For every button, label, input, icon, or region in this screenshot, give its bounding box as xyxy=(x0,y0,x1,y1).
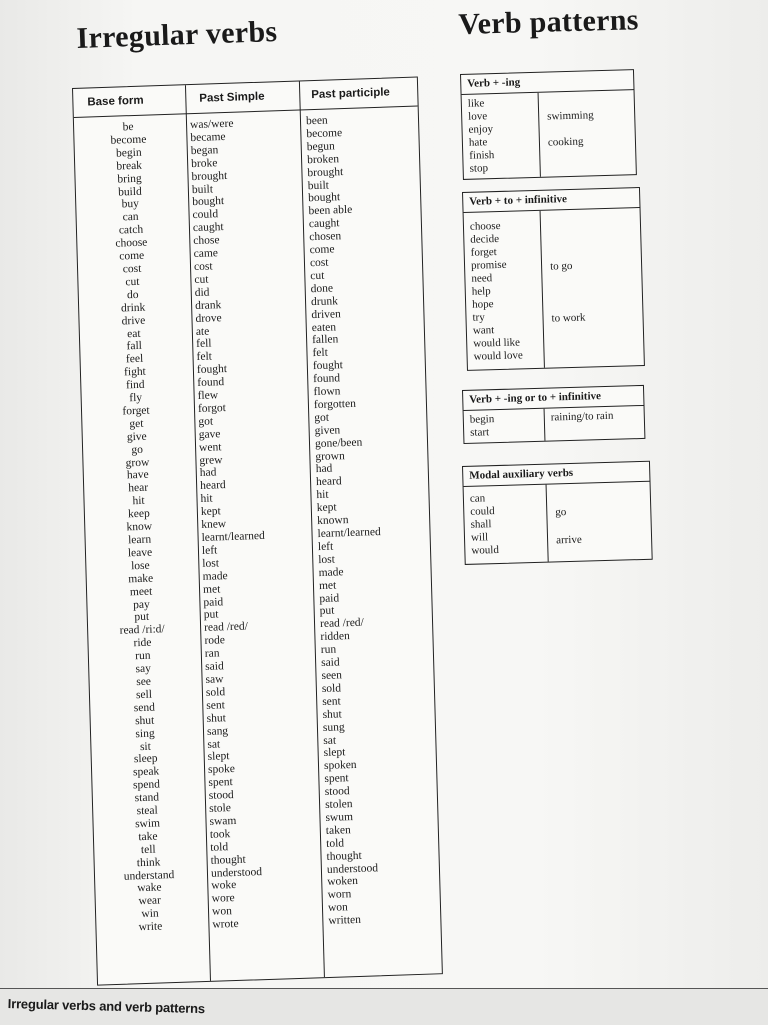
base-form-cell: take xyxy=(138,830,158,844)
base-form-cell: send xyxy=(133,701,156,715)
past-participle-cell: grown xyxy=(315,449,345,463)
pattern-verb: would xyxy=(471,544,500,557)
past-simple-cell: ran xyxy=(204,647,220,661)
past-simple-cell: knew xyxy=(201,518,227,532)
past-simple-cell: sat xyxy=(207,737,221,751)
past-simple-cell: spent xyxy=(208,776,233,790)
past-participle-cell: begun xyxy=(306,140,336,154)
past-participle-cell: cost xyxy=(309,256,329,270)
past-simple-cell: swam xyxy=(209,814,237,828)
past-simple-cell: thought xyxy=(210,853,246,867)
past-participle-cell: driven xyxy=(311,307,341,321)
past-simple-cell: heard xyxy=(200,479,226,493)
pattern-example: arrive xyxy=(555,533,582,547)
past-simple-cell: kept xyxy=(200,505,221,519)
pattern-verb: stop xyxy=(469,162,489,175)
pattern-verb: want xyxy=(472,324,495,337)
pattern-box-title: Verb + -ing or to + infinitive xyxy=(463,386,643,411)
base-form-cell: go xyxy=(131,443,144,456)
base-form-cell: lose xyxy=(130,559,150,573)
past-participle-cell: taken xyxy=(325,824,351,837)
base-form-cell: understand xyxy=(123,868,175,883)
pattern-verb: need xyxy=(471,272,493,285)
past-participle-cell: lost xyxy=(318,553,336,566)
pattern-verb: shall xyxy=(470,518,492,531)
pattern-verb: could xyxy=(470,505,495,518)
pattern-examples xyxy=(547,482,652,562)
pattern-example: raining/to rain xyxy=(550,409,614,424)
past-participle-cell: hit xyxy=(316,488,329,502)
past-participle-cell: shut xyxy=(322,708,342,721)
past-simple-cell: woke xyxy=(211,879,237,893)
past-simple-cell: slept xyxy=(207,750,230,764)
base-form-cell: catch xyxy=(118,223,144,237)
base-form-cell: cost xyxy=(122,262,142,276)
base-form-cell: read /ri:d/ xyxy=(119,623,165,638)
base-form-cell: keep xyxy=(127,507,150,521)
past-simple-cell: could xyxy=(192,208,219,222)
past-simple-cell: said xyxy=(205,660,224,673)
base-form-cell: forget xyxy=(122,404,150,418)
past-simple-cell: was/were xyxy=(189,117,234,132)
base-form-cell: speak xyxy=(132,765,160,779)
past-participle-cell: paid xyxy=(319,591,340,605)
past-simple-cell: stood xyxy=(208,789,234,802)
past-simple-cell: came xyxy=(193,247,219,261)
past-simple-cell: drove xyxy=(195,311,222,325)
past-simple-cell: stole xyxy=(209,802,232,815)
base-form-cell: grow xyxy=(125,456,150,469)
past-participle-cell: told xyxy=(326,837,345,850)
past-simple-cell: made xyxy=(202,569,228,583)
past-simple-cell: had xyxy=(199,466,217,480)
past-simple-cell: got xyxy=(198,415,214,428)
past-participle-cell: sent xyxy=(322,695,341,708)
past-simple-cell: wore xyxy=(211,892,235,906)
past-simple-cell: built xyxy=(191,182,214,196)
pattern-verb: begin xyxy=(469,413,495,426)
past-participle-cell: known xyxy=(317,514,349,528)
past-simple-cell: drank xyxy=(194,298,222,312)
past-participle-cell: sat xyxy=(323,734,337,747)
base-form-cell: find xyxy=(125,378,145,392)
base-form-cell: choose xyxy=(115,236,148,250)
past-simple-cell: flew xyxy=(197,389,219,403)
base-form-cell: wear xyxy=(138,894,162,908)
past-simple-column xyxy=(190,115,323,931)
past-participle-cell: ridden xyxy=(320,630,350,644)
base-form-cell: sit xyxy=(139,740,152,753)
pattern-verb-list xyxy=(462,93,541,179)
pattern-verb: enjoy xyxy=(468,123,494,136)
past-simple-cell: hit xyxy=(200,492,213,506)
past-participle-cell: written xyxy=(328,914,362,928)
base-form-cell: spend xyxy=(132,778,161,792)
past-simple-cell: began xyxy=(190,143,219,157)
past-participle-cell: kept xyxy=(316,501,337,515)
past-participle-cell: been xyxy=(305,114,328,128)
base-form-cell: buy xyxy=(121,198,140,211)
footer-caption: Irregular verbs and verb patterns xyxy=(7,996,206,1017)
past-participle-cell: fought xyxy=(312,359,344,373)
pattern-verb: choose xyxy=(469,219,501,233)
base-form-cell: write xyxy=(138,920,163,934)
base-form-cell: hit xyxy=(132,495,145,508)
pattern-examples xyxy=(539,90,636,177)
past-participle-cell: drunk xyxy=(310,294,339,308)
past-simple-cell: went xyxy=(198,440,222,454)
past-participle-cell: stood xyxy=(324,785,350,799)
base-form-cell: sleep xyxy=(133,752,158,766)
past-participle-cell: met xyxy=(318,579,337,592)
past-simple-cell: sent xyxy=(206,699,225,712)
past-participle-cell: won xyxy=(327,901,348,915)
pattern-verb: like xyxy=(467,97,485,110)
base-form-cell: can xyxy=(122,211,139,224)
base-form-cell: leave xyxy=(127,546,153,560)
past-simple-cell: met xyxy=(202,582,221,596)
past-simple-cell: put xyxy=(203,608,219,622)
past-participle-cell: sold xyxy=(321,682,342,695)
base-form-cell: learn xyxy=(127,533,152,547)
past-participle-cell: caught xyxy=(308,217,340,231)
base-form-cell: fall xyxy=(126,340,143,353)
base-form-cell: wake xyxy=(137,881,162,895)
past-simple-cell: won xyxy=(211,905,233,919)
base-form-cell: bring xyxy=(117,172,142,186)
past-participle-cell: come xyxy=(309,243,335,257)
past-simple-cell: chose xyxy=(193,234,220,248)
base-form-cell: put xyxy=(134,611,150,624)
header-base-form: Base form xyxy=(87,94,144,109)
past-simple-cell: bought xyxy=(192,195,225,209)
past-simple-cell: caught xyxy=(192,221,224,235)
past-simple-cell: left xyxy=(201,544,218,557)
base-form-cell: tell xyxy=(140,843,156,856)
past-participle-cell: learnt/learned xyxy=(317,526,381,541)
past-participle-cell: seen xyxy=(321,669,343,683)
past-participle-cell: run xyxy=(320,643,337,657)
pattern-verb-list xyxy=(464,485,549,564)
past-simple-cell: saw xyxy=(205,673,224,686)
pattern-verb: decide xyxy=(470,232,500,246)
base-form-cell: think xyxy=(136,856,161,869)
past-participle-cell: fallen xyxy=(311,333,339,347)
past-participle-cell: felt xyxy=(312,346,328,360)
base-form-cell: have xyxy=(126,469,149,482)
pattern-verb: would like xyxy=(473,336,521,350)
base-form-cell: become xyxy=(110,133,147,147)
base-form-cell: say xyxy=(135,662,152,676)
header-past-participle: Past participle xyxy=(311,86,391,102)
past-simple-cell: broke xyxy=(190,156,218,170)
pattern-verb: love xyxy=(468,110,488,123)
base-form-cell: ride xyxy=(133,636,152,650)
pattern-box-title: Modal auxiliary verbs xyxy=(463,462,649,487)
past-simple-cell: understood xyxy=(210,865,263,880)
past-participle-cell: stolen xyxy=(324,798,353,812)
past-participle-cell: heard xyxy=(315,475,342,489)
pattern-box-verb-ing xyxy=(460,69,637,180)
base-form-cell: fly xyxy=(129,391,143,405)
pattern-example: to go xyxy=(549,259,573,273)
past-simple-cell: read /red/ xyxy=(203,620,249,635)
past-simple-cell: felt xyxy=(196,350,213,364)
past-participle-cell: left xyxy=(317,540,334,553)
past-simple-cell: found xyxy=(197,376,225,390)
past-participle-cell: been able xyxy=(308,204,353,218)
past-simple-cell: lost xyxy=(202,557,220,570)
pattern-box-title: Verb + to + infinitive xyxy=(463,188,639,213)
past-participle-cell: understood xyxy=(326,861,379,876)
past-participle-cell: gone/been xyxy=(314,436,363,450)
past-simple-cell: did xyxy=(194,286,210,299)
past-simple-cell: grew xyxy=(199,453,223,467)
base-form-cell: cut xyxy=(125,275,140,289)
base-form-cell: break xyxy=(116,159,143,173)
pattern-example: to work xyxy=(551,311,586,325)
past-simple-cell: told xyxy=(210,840,229,854)
past-participle-cell: flown xyxy=(313,385,341,399)
base-form-cell: swim xyxy=(134,817,161,831)
verb-patterns-title: Verb patterns xyxy=(458,3,640,41)
base-form-cell: drive xyxy=(121,314,146,328)
irregular-verbs-table xyxy=(72,77,443,986)
past-simple-cell: cut xyxy=(194,273,209,286)
base-form-cell: shut xyxy=(134,714,155,727)
base-form-cell: meet xyxy=(129,585,153,598)
past-simple-cell: fought xyxy=(196,363,228,377)
past-participle-cell: swum xyxy=(325,811,354,824)
pattern-verb: can xyxy=(469,492,486,505)
pattern-verb-list xyxy=(464,211,545,370)
past-simple-cell: forgot xyxy=(197,402,227,415)
pattern-verb: help xyxy=(471,285,491,298)
irregular-verbs-title: Irregular verbs xyxy=(76,14,278,55)
pattern-verb: would love xyxy=(473,349,523,363)
past-simple-cell: took xyxy=(209,827,231,841)
pattern-box-modal-verbs xyxy=(462,461,653,565)
base-form-cell: win xyxy=(141,907,159,921)
past-simple-cell: paid xyxy=(203,595,224,609)
past-participle-cell: read /red/ xyxy=(319,616,364,631)
past-participle-cell: forgotten xyxy=(313,397,357,412)
past-simple-cell: spoke xyxy=(207,763,236,777)
past-participle-cell: worn xyxy=(327,888,352,902)
past-simple-cell: fell xyxy=(196,337,212,351)
base-form-cell: begin xyxy=(115,146,142,160)
base-form-cell: feel xyxy=(125,353,144,366)
past-participle-cell: spent xyxy=(324,772,349,786)
past-participle-cell: got xyxy=(314,411,330,424)
header-past-simple: Past Simple xyxy=(199,90,265,105)
base-form-cell: run xyxy=(135,649,151,663)
past-participle-cell: said xyxy=(320,656,340,670)
base-form-column xyxy=(74,119,205,935)
past-simple-cell: sang xyxy=(206,724,229,738)
past-simple-cell: learnt/learned xyxy=(201,529,265,544)
past-participle-cell: woken xyxy=(327,875,359,889)
past-simple-cell: shut xyxy=(206,711,226,725)
past-participle-column xyxy=(306,112,439,928)
base-form-cell: come xyxy=(119,249,145,263)
base-form-cell: sing xyxy=(135,727,155,740)
base-form-cell: pay xyxy=(132,598,150,611)
pattern-box-title: Verb + -ing xyxy=(461,70,633,95)
past-participle-cell: found xyxy=(313,372,341,386)
base-form-cell: be xyxy=(122,120,134,134)
pattern-verb: try xyxy=(472,311,485,324)
pattern-verb: forget xyxy=(470,246,497,259)
past-participle-cell: brought xyxy=(307,165,344,179)
base-form-cell: fight xyxy=(123,365,146,379)
past-simple-cell: cost xyxy=(193,260,213,274)
base-form-cell: see xyxy=(136,675,152,689)
base-form-cell: steal xyxy=(136,804,158,818)
pattern-example: swimming xyxy=(547,109,594,123)
base-form-cell: make xyxy=(128,572,154,586)
base-form-cell: eat xyxy=(127,327,141,340)
pattern-examples xyxy=(541,208,644,368)
base-form-cell: build xyxy=(117,185,142,199)
past-participle-cell: broken xyxy=(306,152,340,166)
past-participle-cell: made xyxy=(318,565,344,579)
pattern-verb: will xyxy=(470,531,489,544)
past-participle-cell: cut xyxy=(310,269,325,283)
past-simple-cell: became xyxy=(190,130,226,145)
base-form-cell: give xyxy=(126,430,147,444)
past-participle-cell: given xyxy=(314,424,341,437)
past-participle-cell: slept xyxy=(323,746,346,760)
past-simple-cell: wrote xyxy=(212,918,239,931)
past-participle-cell: done xyxy=(310,282,334,295)
pattern-example: cooking xyxy=(547,135,584,149)
base-form-cell: know xyxy=(126,520,153,534)
base-form-cell: get xyxy=(129,417,144,431)
pattern-verb: hope xyxy=(471,298,494,311)
base-form-cell: stand xyxy=(134,791,160,805)
base-form-cell: do xyxy=(126,288,139,302)
pattern-verb: start xyxy=(470,426,490,439)
past-simple-cell: gave xyxy=(198,428,221,441)
pattern-verb-list xyxy=(464,409,546,443)
base-form-cell: drink xyxy=(120,301,146,315)
base-form-cell: sell xyxy=(135,688,153,702)
past-participle-cell: bought xyxy=(308,191,341,205)
past-simple-cell: ate xyxy=(195,325,210,338)
pattern-box-ing-or-to-infinitive xyxy=(462,385,645,444)
past-participle-cell: eaten xyxy=(311,320,337,334)
base-form-cell: hear xyxy=(128,482,149,495)
pattern-example: go xyxy=(555,506,567,519)
past-participle-cell: had xyxy=(315,463,333,476)
past-participle-cell: spoken xyxy=(323,759,357,773)
pattern-box-verb-to-infinitive xyxy=(462,187,645,371)
pattern-verb: finish xyxy=(469,149,495,162)
past-simple-cell: brought xyxy=(191,169,228,183)
past-simple-cell: rode xyxy=(204,634,226,648)
pattern-verb: hate xyxy=(468,136,488,149)
past-participle-cell: become xyxy=(306,126,343,141)
past-participle-cell: chosen xyxy=(309,230,342,244)
past-participle-cell: thought xyxy=(326,849,362,863)
pattern-verb: promise xyxy=(470,258,507,272)
past-participle-cell: put xyxy=(319,605,335,618)
past-participle-cell: sung xyxy=(322,720,345,734)
pattern-examples xyxy=(545,406,645,441)
past-participle-cell: built xyxy=(307,179,330,192)
past-simple-cell: sold xyxy=(205,686,226,699)
